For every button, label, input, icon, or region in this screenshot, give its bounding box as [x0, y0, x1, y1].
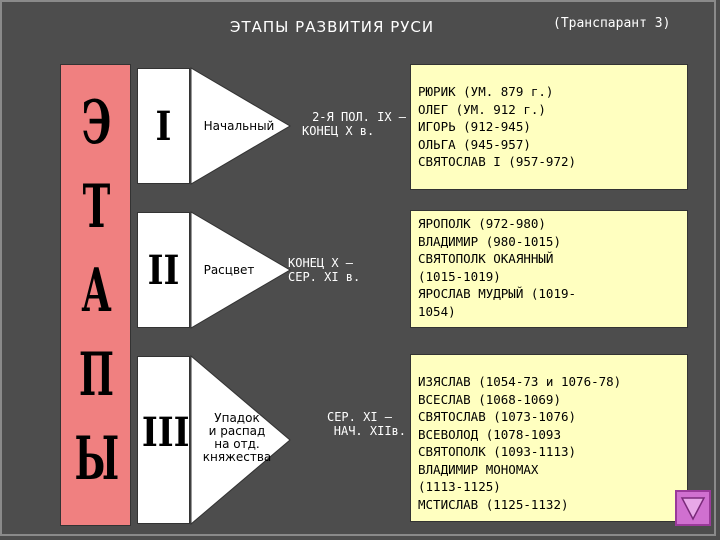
ruler-item: ЯРОПОЛК (972-980)	[418, 216, 546, 231]
label-line: Начальный	[203, 119, 275, 133]
ruler-item: ОЛЬГА (945-957)	[418, 136, 531, 152]
stage-1-numeral: I	[155, 103, 172, 150]
date-line: СЕР. XI –	[326, 410, 392, 424]
label-line: и распад	[208, 424, 266, 438]
ruler-item: ОЛЕГ (УМ. 912 г.)	[418, 101, 546, 117]
stage-1-rulers	[410, 64, 688, 190]
label-line: на отд.	[214, 437, 260, 451]
label-line: Расцвет	[203, 263, 255, 277]
stage-2-numeral: II	[147, 247, 180, 294]
date-line: КОНЕЦ X –	[288, 256, 354, 270]
ruler-item: СВЯТОПОЛК ОКАЯННЫЙ	[418, 251, 554, 266]
stage-2-label	[193, 264, 265, 277]
label-line: Упадок	[214, 411, 260, 425]
stage-1-label	[193, 120, 285, 133]
etapy-letter: Э	[81, 88, 112, 158]
ruler-item: СВЯТОСЛАВ (1073-1076)	[418, 409, 577, 424]
ruler-item: МСТИСЛАВ (1125-1132)	[418, 496, 569, 512]
stage-3-dates	[300, 410, 406, 438]
ruler-item: ВЛАДИМИР МОНОМАХ	[418, 461, 539, 477]
ruler-item: ИЗЯСЛАВ (1054-73 и 1076-78)	[418, 374, 622, 389]
page-subtitle: (Транспарант 3)	[553, 16, 671, 31]
ruler-item: ЯРОСЛАВ МУДРЫЙ (1019-	[418, 286, 577, 301]
date-line: СЕР. XI в.	[288, 270, 361, 284]
date-line: 2-Я ПОЛ. IX –	[312, 110, 406, 124]
date-line: НАЧ. XIIв.	[333, 424, 406, 438]
stage-2-rulers	[410, 210, 688, 328]
etapy-letter: А	[81, 256, 112, 326]
ruler-item: ИГОРЬ (912-945)	[418, 119, 531, 134]
etapy-letter: Т	[82, 172, 111, 242]
ruler-item: 1054)	[418, 303, 456, 319]
etapy-letter: П	[78, 340, 115, 410]
label-line: княжества	[202, 450, 272, 464]
ruler-item: СВЯТОСЛАВ I (957-972)	[418, 154, 577, 169]
ruler-item: (1113-1125)	[418, 479, 501, 494]
ruler-item: РЮРИК (УМ. 879 г.)	[418, 84, 554, 99]
stage-3-numeral: III	[141, 409, 190, 456]
ruler-item: (1015-1019)	[418, 268, 501, 284]
stage-3-rulers	[410, 354, 688, 522]
ruler-item: СВЯТОПОЛК (1093-1113)	[418, 444, 577, 459]
page-title: ЭТАПЫ РАЗВИТИЯ РУСИ	[230, 18, 435, 36]
ruler-item: ВЛАДИМИР (980-1015)	[418, 233, 561, 249]
date-line: КОНЕЦ X в.	[302, 124, 375, 138]
next-slide-button[interactable]	[675, 490, 711, 526]
down-triangle-icon	[677, 492, 709, 524]
stage-1-dates	[284, 110, 406, 138]
stage-2-dates	[288, 256, 398, 284]
stage-3-label	[193, 412, 281, 464]
ruler-item: ВСЕВОЛОД (1078-1093	[418, 426, 561, 442]
etapy-letter: Ы	[74, 424, 120, 494]
ruler-item: ВСЕСЛАВ (1068-1069)	[418, 391, 561, 407]
